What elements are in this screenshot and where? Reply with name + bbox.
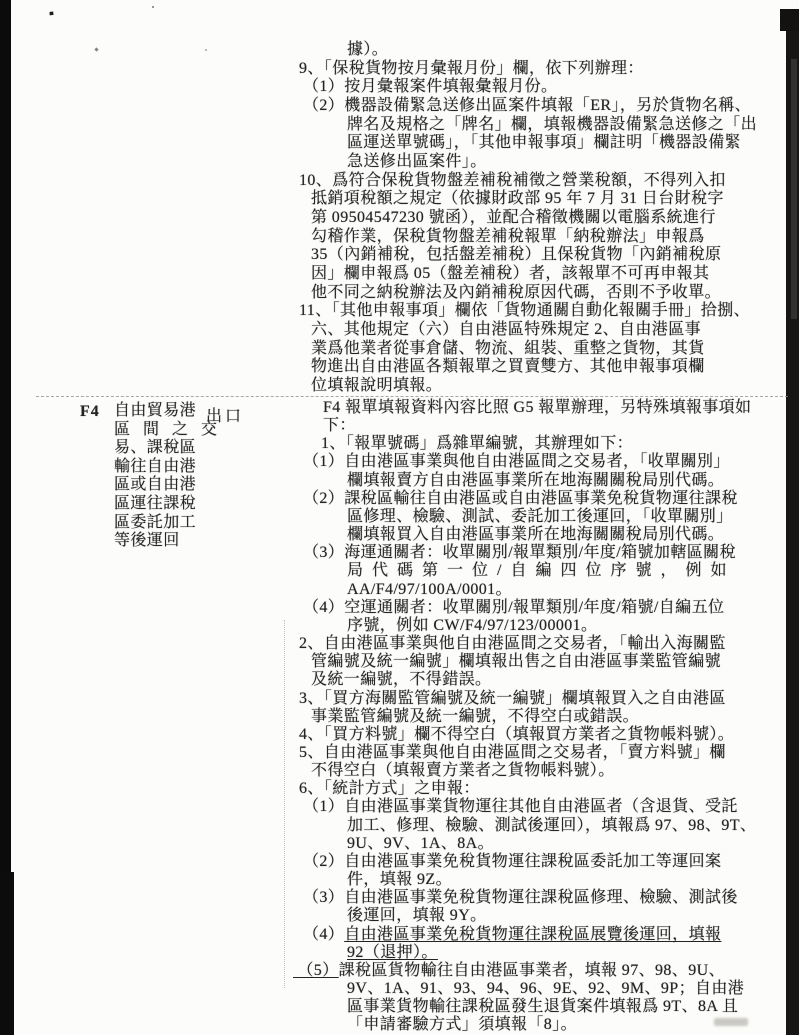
text-line: 勾稽作業，保稅貨物盤差補稅報單「納稅辦法」申報爲: [311, 227, 705, 245]
text-line: （5）課稅區貨物輸往自由港區事業者，填報 97、98、9U、: [293, 961, 725, 979]
scan-speck: [48, 10, 55, 17]
text-line: 10、爲符合保稅貨物盤差補稅補徵之營業稅額，不得列入扣: [299, 171, 726, 189]
text-line: 2、自由港區事業與他自由港區間之交易者，「輸出入海關監: [299, 635, 726, 653]
text-line: 1、「報單號碼」爲雜單編號，其辦理如下：: [321, 435, 634, 453]
text-line: 9V、1A、91、93、94、96、9E、92、9M、9P；自由港: [347, 980, 745, 997]
text-line: （4）空運通關者：收單關別/報單類別/年度/箱號/自編五位: [303, 598, 725, 616]
text-line: 區或自由港: [114, 476, 197, 494]
text-line: 抵銷項稅額之規定（依據財政部 95 年 7 月 31 日台財稅字: [311, 190, 724, 208]
text-line: 欄填報賣方自由港區事業所在地海關關稅局別代碼。: [347, 471, 725, 489]
text-line: 6、「統計方式」之申報：: [299, 780, 480, 798]
text-line: 易、課稅區: [114, 439, 197, 457]
text-line: 第 09504547230 號函），並配合稽徵機關以電腦系統進行: [311, 208, 716, 226]
text-line: （1）按月彙報案件填報彙報月份。: [303, 78, 558, 96]
text-line: F4 報單填報資料內容比照 G5 報單辦理，另特殊填報事項如: [323, 399, 752, 416]
text-line: 區事業貨物輸往課稅區發生退貨案件填報爲 9T、8A 且: [347, 998, 739, 1016]
text-line: 件，填報 9Z。: [347, 871, 452, 889]
text-line: 等後運回: [114, 532, 180, 550]
text-line: 區運送單號碼」，「其他申報事項」欄註明「機器設備緊: [347, 134, 742, 152]
text-line: 加工、修理、檢驗、測試後運回），填報爲 97、98、9T、: [347, 816, 757, 834]
general-notes-section: [285, 41, 791, 395]
text-line: 六、其他規定（六）自由港區特殊規定 2、自由港區事: [311, 320, 702, 338]
text-line: 5、自由港區事業與他自由港區間之交易者，「賣方料號」欄: [299, 743, 726, 761]
text-line: 下：: [323, 417, 356, 435]
text-line: 欄填報買入自由港區事業所在地海關關稅局別代碼。: [347, 526, 725, 544]
text-line: 「申請審驗方式」須填報「8」。: [347, 1016, 578, 1034]
table-row-divider: [36, 396, 788, 397]
text-line: 業爲他業者從事倉儲、物流、組裝、重整之貨物，其貨: [311, 339, 705, 357]
text-line: AA/F4/97/100A/0001。: [347, 580, 512, 598]
text-line: 他不同之納稅辦法及內銷補稅原因代碼，否則不予收單。: [311, 283, 722, 301]
text-line: 自由貿易港: [114, 402, 197, 419]
text-line: 區間之交: [114, 420, 231, 438]
f4-special-instructions-section: [285, 399, 791, 1034]
text-line: 據）。: [347, 41, 389, 58]
text-line: 92（退押）。: [347, 943, 438, 961]
scan-smudge: [714, 1018, 748, 1026]
text-line: 區修理、檢驗、測試、委託加工後運回，「收單關別」: [347, 507, 733, 525]
text-line: 9、「保稅貨物按月彙報月份」欄，依下列辦理：: [299, 59, 644, 77]
text-line: 事業監管編號及統一編號，不得空白或錯誤。: [311, 707, 640, 725]
text-line: 後運回，填報 9Y。: [347, 907, 487, 925]
text-line: （3）海運通關者：收單關別/報單類別/年度/箱號加轄區關稅: [303, 544, 736, 562]
text-line: 位填報說明填報。: [311, 376, 443, 394]
text-line: 9U、9V、1A、8A。: [347, 834, 495, 852]
text-line: 區委託加工: [114, 513, 197, 531]
text-line: 局代碼第一位/自編四位序號，例如: [347, 562, 736, 580]
text-line: 急送修出區案件」。: [347, 152, 487, 170]
text-line: 物進出自由港區各類報單之買賣雙方、其他申報事項欄: [311, 358, 705, 376]
text-line: 輸往自由港: [114, 457, 197, 475]
text-line: （2）機器設備緊急送修出區案件填報「ER」，另於貨物名稱、: [303, 96, 752, 114]
scan-speck: [94, 47, 98, 51]
text-line: （1）自由港區事業貨物運往其他自由港區者（含退貨、受託: [303, 798, 738, 816]
text-line: 35（內銷補稅，包括盤差補稅）且保稅貨物「內銷補稅原: [311, 246, 722, 264]
scan-speck: [152, 6, 154, 8]
text-line: 因」欄申報爲 05（盤差補稅）者，該報單不可再申報其: [311, 264, 710, 282]
text-line: 4、「買方料號」欄不得空白（填報買方業者之貨物帳料號）。: [299, 725, 735, 743]
text-line: 管編號及統一編號」欄填報出售之自由港區事業監管編號: [311, 653, 722, 671]
scan-edge-left-band: [0, 0, 11, 1035]
text-line: （4）自由港區事業免稅貨物運往課稅區展覽後運回，填報: [303, 925, 722, 943]
text-line: （2）自由港區事業免稅貨物運往課稅區委託加工等運回案: [303, 852, 722, 870]
text-line: （2）課稅區輸往自由港區或自由港區事業免稅貨物運往課稅: [303, 489, 738, 507]
text-line: （1）自由港區事業與他自由港區間之交易者，「收單關別」: [303, 453, 730, 471]
text-line: 序號，例如 CW/F4/97/123/00001。: [347, 616, 598, 634]
text-line: 3、「買方海關監管編號及統一編號」欄填報買入之自由港區: [299, 689, 726, 707]
text-line: 及統一編號，不得錯誤。: [311, 671, 492, 689]
text-line: 區運往課稅: [114, 494, 197, 512]
text-line: （3）自由港區事業免稅貨物運往課稅區修理、檢驗、測試後: [303, 889, 738, 907]
text-line: 11、「其他申報事項」欄依「貨物通關自動化報關手冊」拾捌、: [299, 302, 751, 320]
scan-speck: [205, 49, 207, 51]
report-direction-label: 出口: [206, 408, 245, 425]
report-type-code: F4: [80, 403, 100, 420]
text-line: 牌名及規格之「牌名」欄，填報機器設備緊急送修之「出: [347, 115, 758, 133]
text-line: 不得空白（填報賣方業者之貨物帳料號）。: [311, 762, 615, 780]
